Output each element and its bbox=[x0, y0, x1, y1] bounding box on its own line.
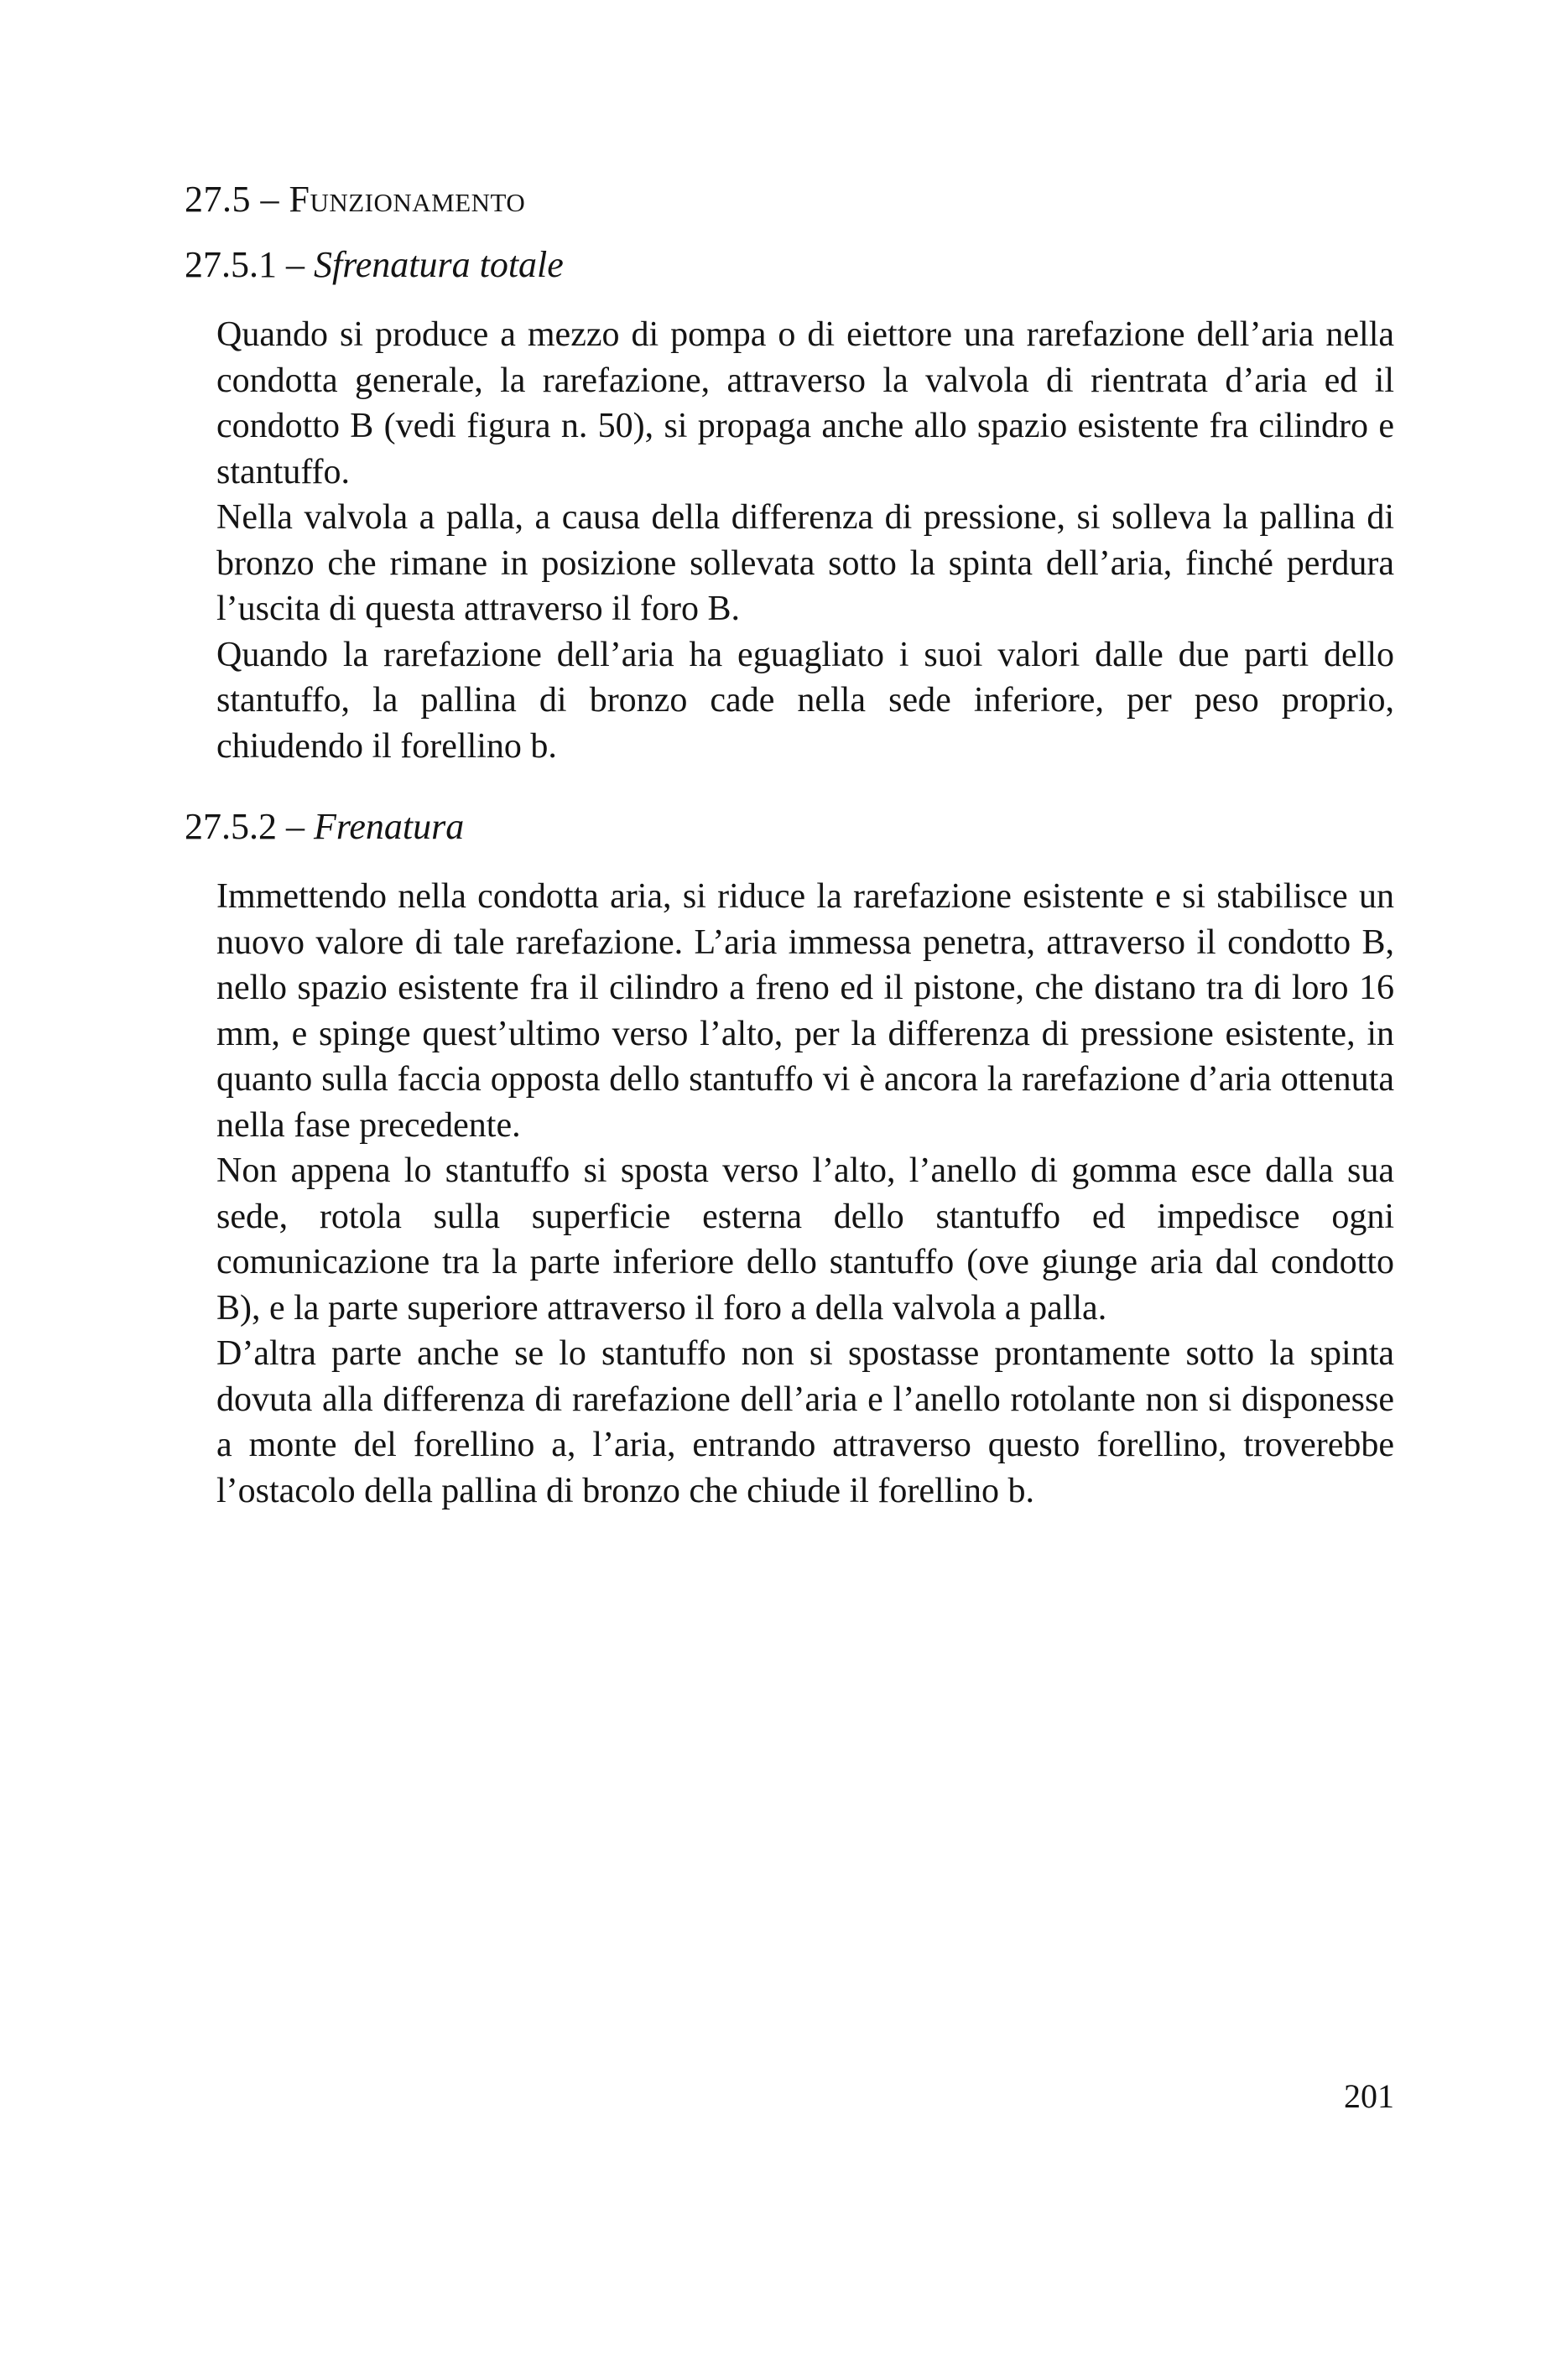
subsection-number: 27.5.2 bbox=[185, 806, 277, 847]
section-number: 27.5 bbox=[185, 179, 251, 220]
subsection-title: Frenatura bbox=[314, 806, 465, 847]
subsection-dash: – bbox=[286, 806, 305, 847]
subsection-body-sfrenatura bbox=[216, 312, 1394, 769]
paragraph: Immettendo nella condotta aria, si riduce la rarefazione esistente e si stabilisce un nuovo valore di tale rarefazione. L’aria immessa penetra, attraverso il condotto B, nello spazio esistente fra il cilindro a freno ed il pistone, che distano tra di loro 16 mm, e spinge quest’ultimo verso l’alto, per la differenza di pressione esistente, in quanto sulla faccia opposta dello stantuffo vi è ancora la rarefazione d’aria ottenuta nella fase precedente. bbox=[216, 877, 1394, 1145]
page-number: 201 bbox=[1344, 2077, 1394, 2115]
subsection-title: Sfrenatura totale bbox=[314, 244, 564, 285]
paragraph: D’altra parte anche se lo stantuffo non si spostasse prontamente sotto la spinta dovuta alla differenza di rarefazione dell’aria e l’anello rotolante non si disponesse a monte del forellino a, l’aria, entrando attraverso questo forellino, troverebbe l’ostacolo della pallina di bronzo che chiude il forellino b. bbox=[216, 1334, 1394, 1510]
section-heading bbox=[185, 176, 525, 223]
subsection-body-frenatura bbox=[216, 874, 1394, 1514]
paragraph: Nella valvola a palla, a causa della differenza di pressione, si solleva la pallina di bronzo che rimane in posizione sollevata sotto la spinta dell’aria, finché perdura l’uscita di questa attraverso il foro B. bbox=[216, 498, 1394, 628]
paragraph: Non appena lo stantuffo si sposta verso l’alto, l’anello di gomma esce dalla sua sede, rotola sulla superficie esterna dello stantuffo ed impedisce ogni comunicazione tra la parte inferiore dello stantuffo (ove giunge aria dal condotto B), e la parte superiore attraverso il foro a della valvola a palla. bbox=[216, 1151, 1394, 1328]
subsection-dash: – bbox=[286, 244, 305, 285]
subsection-heading-sfrenatura bbox=[185, 242, 564, 288]
paragraph: Quando la rarefazione dell’aria ha eguagliato i suoi valori dalle due parti dello stantuffo, la pallina di bronzo cade nella sede inferiore, per peso proprio, chiudendo il forellino b. bbox=[216, 635, 1394, 766]
paragraph: Quando si produce a mezzo di pompa o di eiettore una rarefazione dell’aria nella condotta generale, la rarefazione, attraverso la valvola di rientrata d’aria ed il condotto B (vedi figura n. 50), si propaga anche allo spazio esistente fra cilindro e stantuffo. bbox=[216, 315, 1394, 491]
subsection-number: 27.5.1 bbox=[185, 244, 277, 285]
section-title: Funzionamento bbox=[289, 179, 526, 220]
section-dash: – bbox=[260, 179, 279, 220]
subsection-heading-frenatura bbox=[185, 803, 464, 850]
